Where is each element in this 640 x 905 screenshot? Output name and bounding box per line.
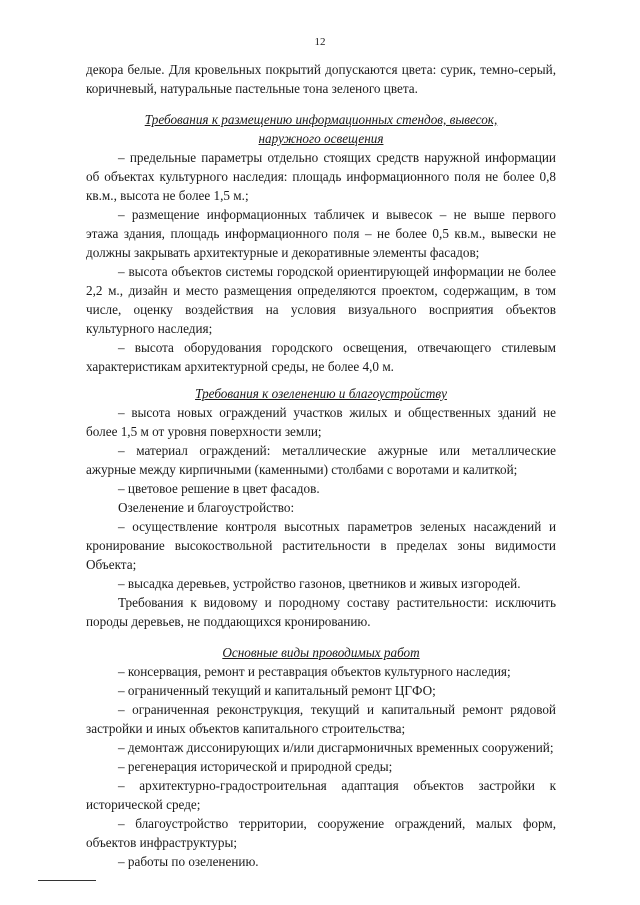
section-heading-landscaping: Требования к озеленению и благоустройству — [195, 386, 447, 401]
list-item: – предельные параметры отдельно стоящих средств наружной информации об объектах культурного наследия: площадь информационного поля не более 0,8 кв.м., высота не более 1,5 м.; — [86, 150, 556, 203]
intro-paragraph: декора белые. Для кровельных покрытий допускаются цвета: сурик, темно-серый, коричневый, натуральные пастельные тона зеленого цвета. — [86, 62, 556, 96]
list-item: – высота новых ограждений участков жилых и общественных зданий не более 1,5 м от уровня поверхности земли; — [86, 405, 556, 439]
list-item: – консервация, ремонт и реставрация объектов культурного наследия; — [118, 664, 511, 679]
list-item: – демонтаж диссонирующих и/или дисгармоничных временных сооружений; — [118, 740, 554, 755]
list-item: – архитектурно-градостроительная адаптация объектов застройки к исторической среде; — [86, 778, 556, 812]
list-item: – регенерация исторической и природной среды; — [118, 759, 393, 774]
document-body — [86, 60, 556, 871]
list-item: – цветовое решение в цвет фасадов. — [118, 481, 320, 496]
section-heading-line: наружного освещения — [258, 131, 384, 146]
list-item: – материал ограждений: металлические ажурные или металлические ажурные между кирпичными (каменными) столбами с воротами и калиткой; — [86, 443, 556, 477]
list-item: – ограниченный текущий и капитальный ремонт ЦГФО; — [118, 683, 436, 698]
list-item: – высота оборудования городского освещения, отвечающего стилевым характеристикам архитектурной среды, не более 4,0 м. — [86, 340, 556, 374]
list-item: – высадка деревьев, устройство газонов, цветников и живых изгородей. — [118, 576, 521, 591]
section-heading-line: Требования к размещению информационных стендов, вывесок, — [144, 112, 498, 127]
page-number: 12 — [314, 36, 326, 48]
list-item: – работы по озеленению. — [118, 854, 259, 869]
section-heading-signage — [86, 110, 556, 148]
section-heading-works: Основные виды проводимых работ — [222, 645, 420, 660]
list-item: Озеленение и благоустройство: — [118, 500, 295, 515]
list-item: Требования к видовому и породному составу растительности: исключить породы деревьев, не поддающихся кронированию. — [86, 595, 556, 629]
list-item: – осуществление контроля высотных параметров зеленых насаждений и кронирование высокоствольной растительности в пределах зоны видимости Объекта; — [86, 519, 556, 572]
footnote-divider — [38, 880, 96, 881]
list-item: – ограниченная реконструкция, текущий и капитальный ремонт рядовой застройки и иных объектов капитального строительства; — [86, 702, 556, 736]
list-item: – благоустройство территории, сооружение ограждений, малых форм, объектов инфраструктуры; — [86, 816, 556, 850]
list-item: – размещение информационных табличек и вывесок – не выше первого этажа здания, площадь информационного поля – не более 0,5 кв.м., вывески не должны закрывать архитектурные и декоративные элементы фасадов; — [86, 207, 556, 260]
list-item: – высота объектов системы городской ориентирующей информации не более 2,2 м., дизайн и место размещения определяются проектом, содержащим, в том числе, оценку воздействия на условия визуального восприятия объектов культурного наследия; — [86, 264, 556, 336]
